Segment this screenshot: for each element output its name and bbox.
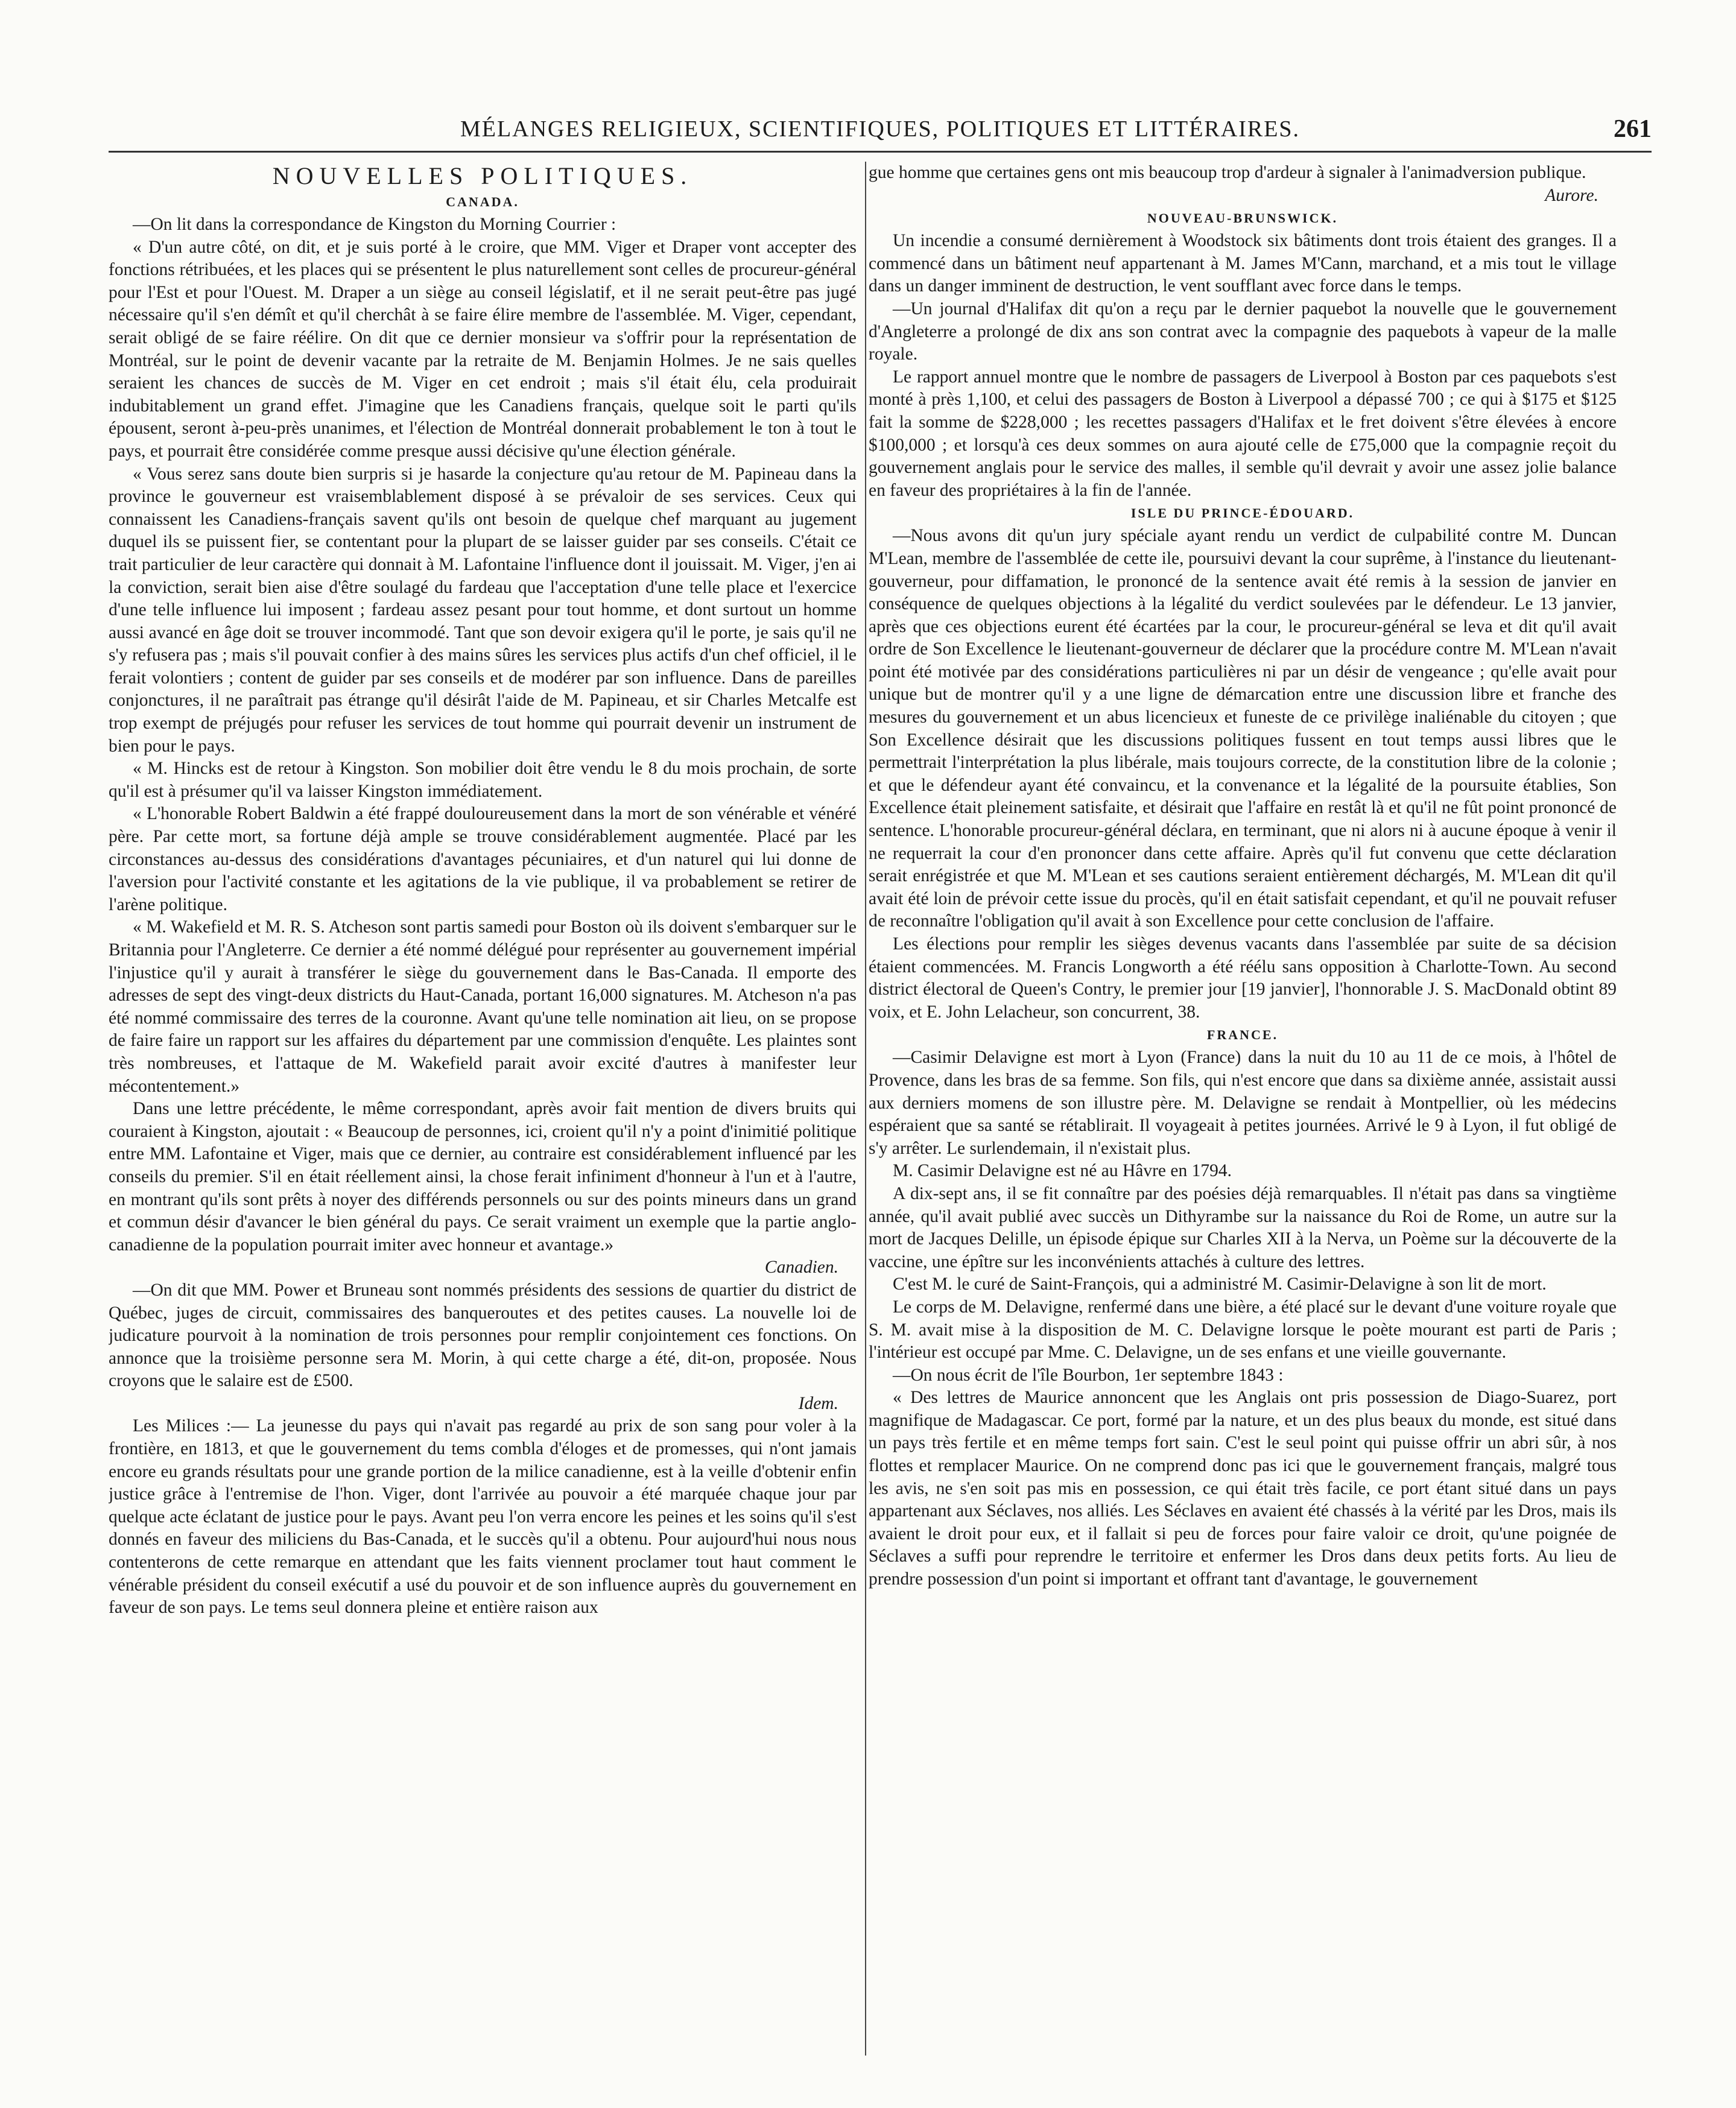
article-paragraph: Le corps de M. Delavigne, renfermé dans une bière, a été placé sur le devant d'une voiture royale que S. M. avait mise à la disposition de M. C. Delavigne lorsque le poète mourant est parti de Paris ; l'intérieur est occupé par Mme. C. Delavigne, un de ses enfans et une vieille gouvernante.: [869, 1297, 1617, 1363]
article-paragraph: —On lit dans la correspondance de Kingston du Morning Courrier :: [133, 215, 616, 234]
page-number: 261: [1614, 115, 1652, 143]
article-paragraph: « L'honorable Robert Baldwin a été frappé douloureusement dans la mort de son vénérable et vénéré père. Par cette mort, sa fortune déjà ample se trouve considérablement augmentée. Placé par les circonstances au-dessus des considérations d'avantages pécuniaires, et d'un naturel qui lui donne de l'aversion pour l'activité constante et les agitations de la vie publique, il va probablement se retirer de l'arène politique.: [109, 804, 857, 914]
canada-heading: CANADA.: [446, 194, 519, 209]
article-paragraph: Dans une lettre précédente, le même correspondant, après avoir fait mention de divers bruits qui couraient à Kingston, ajoutait : « Beaucoup de personnes, ici, croient qu'il n'y a point d'inimitié politique entre MM. Lafontaine et Viger, mais que ce dernier, au contraire est considérablement influencé par les conseils du premier. S'il en était réellement ainsi, la chose ferait infiniment d'honneur à l'un et à l'autre, en montrant qu'ils sont prêts à noyer des différends personnels ou sur des points mineurs dans un grand et commun désir d'avancer le bien général du pays. Ce serait vraiment un exemple que la partie anglo-canadienne de la population pourrait imiter avec honneur et avantage.»: [109, 1099, 857, 1255]
article-paragraph: « M. Hincks est de retour à Kingston. Son mobilier doit être vendu le 8 du mois prochain, de sorte qu'il est à présumer qu'il va laisser Kingston immédiatement.: [109, 759, 857, 801]
article-paragraph: « Des lettres de Maurice annoncent que les Anglais ont pris possession de Diago-Suarez, port magnifique de Madagascar. Ce port, formé par la nature, et un des plus beaux du monde, est situé dans un pays très fertile et en même temps fort sain. C'est le seul point qui puisse offrir un abri sûr, à nos flottes et remplacer Maurice. On ne comprend donc pas ici que le gouvernement français, malgré tous les avis, ne s'en soit pas mis en possession, ce qui était très facile, ce port étant situé dans un pays appartenant aux Séclaves, nos alliés. Les Séclaves en avaient été chassés à la vérité par les Dros, mais ils avaient le droit pour eux, et il fallait si peu de forces pour faire valoir ce droit, qu'une poignée de Séclaves a suffi pour reprendre le territoire et enfermer les Dros dans deux petits forts. Au lieu de prendre possession d'un point si important et offrant tant d'avantage, le gouvernement: [869, 1388, 1617, 1589]
source-signature: Canadien.: [764, 1258, 838, 1277]
article-paragraph: —Un journal d'Halifax dit qu'on a reçu par le dernier paquebot la nouvelle que le gouvernement d'Angleterre a prolongé de dix ans son contrat avec la compagnie des paquebots à vapeur de la malle royale.: [869, 299, 1617, 364]
section-title: NOUVELLES POLITIQUES.: [272, 162, 693, 189]
source-signature: Idem.: [798, 1393, 838, 1413]
nouveau-brunswick-heading: NOUVEAU-BRUNSWICK.: [1147, 210, 1338, 226]
right-column: [869, 162, 1617, 2056]
article-paragraph: gue homme que certaines gens ont mis beaucoup trop d'ardeur à signaler à l'animadversion publique.: [869, 163, 1586, 182]
article-paragraph: « D'un autre côté, on dit, et je suis porté à le croire, que MM. Viger et Draper vont accepter des fonctions rétribuées, et les places qui se présentent le plus naturellement sont celles de procureur-général pour l'Est et pour l'Ouest. M. Draper a un siège au conseil législatif, et il ne serait peut-être pas jugé nécessaire qu'il s'en démît et qu'il cherchât à se faire élire membre de l'assemblée. M. Viger, cependant, serait obligé de se faire réélire. On dit que ce dernier monsieur va s'offrir pour la représentation de Montréal, sur le point de devenir vacante par la retraite de M. Benjamin Holmes. Je ne sais quelles seraient les chances de succès de M. Viger en cet endroit ; mais s'il était élu, cela produirait indubitablement un grand effet. J'imagine que les Canadiens français, quelque soit le parti qu'ils épousent, seront à-peu-près unanimes, et l'élection de Montréal donnerait probablement le ton à tout le pays, et pourrait être considérée comme presque aussi décisive qu'une élection générale.: [109, 237, 857, 461]
article-paragraph: Les Milices :— La jeunesse du pays qui n'avait pas regardé au prix de son sang pour voler à la frontière, en 1813, et que le gouvernement du tems combla d'éloges et de promesses, qui n'ont jamais encore eu grands résultats pour une grande portion de la milice canadienne, est à la veille d'obtenir enfin justice grâce à l'entremise de l'hon. Viger, dont l'arrivée au pouvoir a été marquée chaque jour par quelque acte éclatant de justice pour le pays. Avant peu l'on verra encore les peines et les soins qu'il s'est donnés en faveur des miliciens du Bas-Canada, et le succès qu'il a obtenu. Pour aujourd'hui nous nous contenterons de cette remarque en attendant que les faits viennent proclamer tout haut comment le vénérable président du conseil exécutif a usé du pouvoir et de son influence auprès du gouvernement en faveur de son pays. Le tems seul donnera pleine et entière raison aux: [109, 1416, 857, 1618]
article-paragraph: —Nous avons dit qu'un jury spéciale ayant rendu un verdict de culpabilité contre M. Duncan M'Lean, membre de l'assemblée de cette ile, poursuivi devant la cour suprême, à l'instance du lieutenant-gouverneur, pour diffamation, le prononcé de la sentence avait été remis à la session de janvier en conséquence de quelques objections à la légalité du verdict soulevées par le défendeur. Le 13 janvier, après que ces objections eurent été écartées par la cour, le procureur-général se leva et dit qu'il avait ordre de Son Excellence le lieutenant-gouverneur de déclarer que la procédure contre M. M'Lean n'avait point été motivée par des considérations particulières ni par un désir de vengeance ; qu'elle avait pour unique but de montrer qu'il y a une ligne de démarcation entre une discussion libre et franche des mesures du gouvernement et un abus licencieux et funeste de ce privilège inaliénable du citoyen ; que Son Excellence désirait que les discussions politiques fussent en tout temps aussi libres que le permettrait l'interprétation la plus libérale, mais toujours correcte, de la constitution libre de la colonie ; et que le défendeur ayant été convaincu, et la convenance et la légalité de la poursuite établies, Son Excellence était pleinement satisfaite, et désirait que l'affaire en restât là et qu'il ne fût point prononcé de sentence. L'honorable procureur-général déclara, en terminant, que ni alors ni à aucune époque à venir il ne requerrait la cour d'en prononcer dans cette affaire. Après qu'il fut convenu que cette déclaration serait enrégistrée et que M. M'Lean et ses cautions seraient entièrement déchargés, M. M'Lean dit qu'il avait été loin de prévoir cette issue du procès, qu'il en était satisfait cependant, et qu'il ne pouvait refuser de reconnaître l'obligation qu'il avait à son Excellence pour cette conclusion de l'affaire.: [869, 526, 1617, 931]
left-column: [109, 162, 857, 2056]
article-paragraph: Un incendie a consumé dernièrement à Woodstock six bâtiments dont trois étaient des granges. Il a commencé dans un bâtiment neuf appartenant à M. James M'Cann, marchand, et a mis tout le village dans un danger imminent de destruction, le vent soufflant avec force dans le temps.: [869, 231, 1617, 296]
article-paragraph: —Casimir Delavigne est mort à Lyon (France) dans la nuit du 10 au 11 de ce mois, à l'hôtel de Provence, dans les bras de sa femme. Son fils, qui n'est encore que dans sa dixième année, assistait aussi aux derniers momens de son illustre père. M. Delavigne se rendait à Montpellier, où les médecins espéraient que sa santé se rétablirait. Il voyageait à petites journées. Arrivé le 9 à Lyon, il fut obligé de s'y arrêter. Le surlendemain, il n'existait plus.: [869, 1048, 1617, 1158]
article-paragraph: —On dit que MM. Power et Bruneau sont nommés présidents des sessions de quartier du district de Québec, juges de circuit, commissaires des banqueroutes et des petites causes. La nouvelle loi de judicature pourvoit à la nomination de trois personnes pour remplir conjointement ces fonctions. On annonce que la troisième personne sera M. Morin, à qui cette charge a été, dit-on, proposée. Nous croyons que le salaire est de £500.: [109, 1280, 857, 1391]
running-head: [109, 115, 1652, 153]
article-paragraph: M. Casimir Delavigne est né au Hâvre en 1794.: [893, 1161, 1232, 1181]
prince-edouard-heading: ISLE DU PRINCE-ÉDOUARD.: [1130, 505, 1355, 521]
france-heading: FRANCE.: [1206, 1027, 1279, 1043]
article-paragraph: —On nous écrit de l'île Bourbon, 1er septembre 1843 :: [893, 1365, 1284, 1385]
article-paragraph: « M. Wakefield et M. R. S. Atcheson sont partis samedi pour Boston où ils doivent s'embarquer sur le Britannia pour l'Angleterre. Ce dernier a été nommé délégué pour représenter au gouvernement impérial l'injustice qu'il y aurait à transférer le siège du gouvernement dans le Bas-Canada. Il emporte des adresses de sept des vingt-deux districts du Haut-Canada, portant 16,000 signatures. M. Atcheson n'a pas été nommé commissaire des terres de la couronne. Avant qu'une telle nomination ait lieu, on se propose de faire faire un rapport sur les affaires du département par une commission d'enquête. Les plaintes sont très nombreuses, et l'attaque de M. Wakefield parait avoir excité d'autres à manifester leur mécontentement.»: [109, 917, 857, 1096]
article-paragraph: C'est M. le curé de Saint-François, qui a administré M. Casimir-Delavigne à son lit de mort.: [893, 1274, 1547, 1294]
running-title: MÉLANGES RELIGIEUX, SCIENTIFIQUES, POLITIQUES ET LITTÉRAIRES.: [460, 116, 1300, 142]
column-rule: [865, 162, 866, 2056]
article-paragraph: A dix-sept ans, il se fit connaître par des poésies déjà remarquables. Il n'était pas dans sa vingtième année, qu'il avait publié avec succès un Dithyrambe sur la naissance du Roi de Rome, un autre sur la mort de Jacques Delille, un épisode épique sur Charles XII à la Nerva, un Poème sur la découverte de la vaccine, une épître sur les inconvénients attachés à culture des lettres.: [869, 1183, 1617, 1271]
article-paragraph: « Vous serez sans doute bien surpris si je hasarde la conjecture qu'au retour de M. Papineau dans la province le gouverneur est vraisemblablement disposé à se prévaloir de ses services. Ceux qui connaissent les Canadiens-français savent qu'ils ont besoin de quelque chef marquant au jugement duquel ils se puissent fier, se contentant pour la plupart de se laisser guider par ses conseils. C'était ce trait particulier de leur caractère qui donnait à M. Lafontaine l'influence dont il jouissait. M. Viger, j'en ai la conviction, serait bien aise d'être soulagé du fardeau que l'acceptation d'une telle place et l'exercice d'une telle influence lui imposent ; fardeau assez pesant pour tout homme, et dont surtout un homme aussi avancé en âge doit se trouver incommodé. Tant que son devoir exigera qu'il le porte, je sais qu'il ne s'y refusera pas ; mais s'il pouvait confier à des mains sûres les services plus actifs d'un chef officiel, il le ferait volontiers ; content de guider par ses conseils et de modérer par son influence. Dans de pareilles conjonctures, il ne paraîtrait pas étrange qu'il désirât l'aide de M. Papineau, et sir Charles Metcalfe est trop exempt de préjugés pour refuser les services de tout homme qui pourrait devenir un instrument de bien pour le pays.: [109, 464, 857, 756]
source-signature: Aurore.: [1545, 185, 1598, 205]
article-paragraph: Les élections pour remplir les sièges devenus vacants dans l'assemblée par suite de sa décision étaient commencées. M. Francis Longworth a été réélu sans opposition à Charlotte-Town. Au second district électoral de Queen's Contry, le premier jour [19 janvier], l'honnorable J. S. MacDonald obtint 89 voix, et E. John Lelacheur, son concurrent, 38.: [869, 934, 1617, 1022]
article-paragraph: Le rapport annuel montre que le nombre de passagers de Liverpool à Boston par ces paquebots s'est monté à près 1,100, et celui des passagers de Boston à Liverpool a dépassé 700 ; ce qui à $175 et $125 fait la somme de $228,000 ; les recettes passagers d'Halifax et le fret doivent s'être élevées à encore $100,000 ; et lorsqu'à ces deux sommes on aura ajouté celle de £75,000 que la compagnie reçoit du gouvernement anglais pour le service des malles, il semble qu'il devrait y avoir une assez jolie balance en faveur des propriétaires à la fin de l'année.: [869, 367, 1617, 500]
